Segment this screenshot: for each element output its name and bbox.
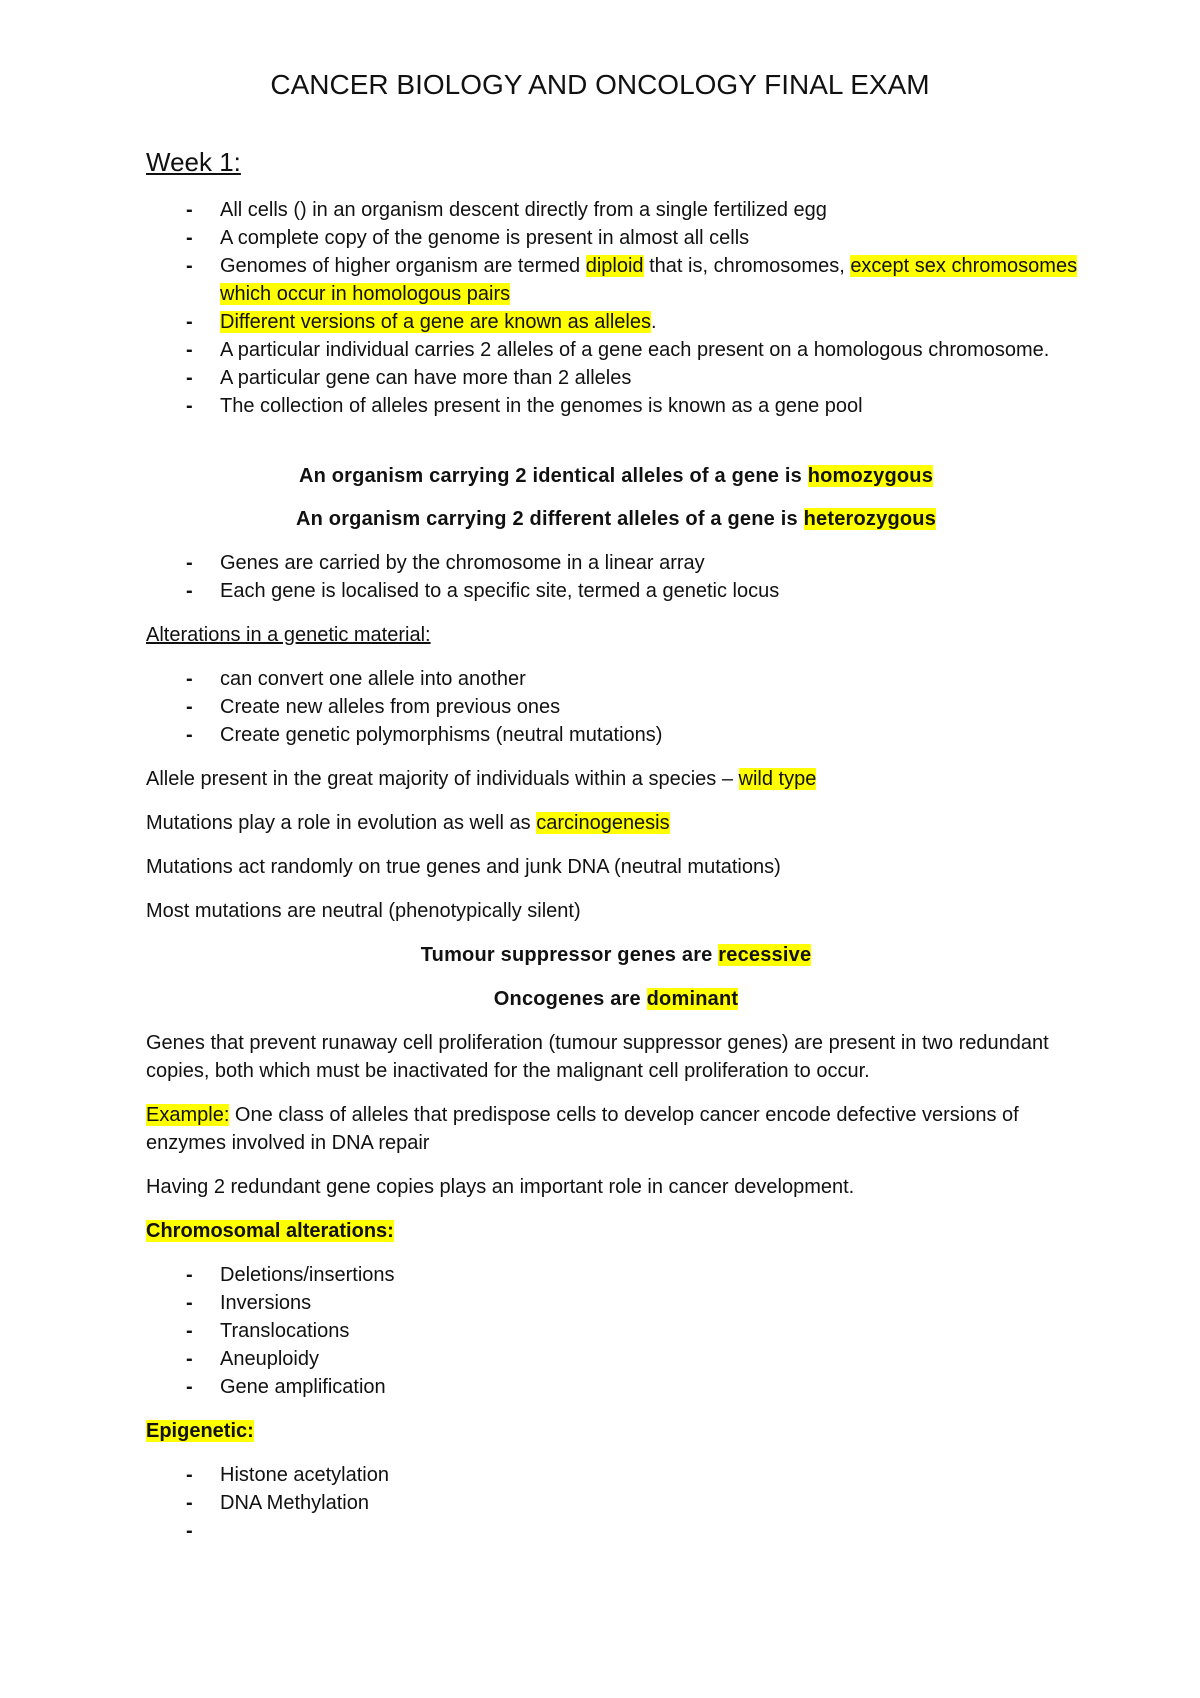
- highlight-alleles: Different versions of a gene are known as alleles: [220, 311, 651, 333]
- epigenetic-heading: Epigenetic:: [146, 1420, 254, 1442]
- dash-bullet: -: [186, 339, 193, 361]
- bullet-list-epigenetic: [146, 1461, 1086, 1545]
- prevent-proliferation-paragraph: Genes that prevent runaway cell proliferation (tumour suppressor genes) are present in two redundant copies, both which must be inactivated for the malignant cell proliferation to occur.: [146, 1032, 1049, 1082]
- dash-bullet: -: [186, 668, 193, 690]
- highlight-recessive: recessive: [718, 944, 812, 966]
- dash-bullet: -: [186, 199, 193, 221]
- list-item: - Create genetic polymorphisms (neutral mutations): [146, 721, 1086, 749]
- list-item: - A complete copy of the genome is present in almost all cells: [146, 224, 1086, 252]
- redundant-copies-paragraph: Having 2 redundant gene copies plays an important role in cancer development.: [146, 1176, 855, 1198]
- dash-bullet: -: [186, 311, 193, 333]
- dash-bullet: -: [186, 1292, 193, 1314]
- list-item: - All cells () in an organism descent directly from a single fertilized egg: [146, 196, 1086, 224]
- highlight-carcinogenesis: carcinogenesis: [536, 812, 670, 834]
- list-item: - DNA Methylation: [146, 1489, 1086, 1517]
- bullet-list-chromosomal: [146, 1261, 1086, 1401]
- dash-bullet: -: [186, 1464, 193, 1486]
- list-item: - Gene amplification: [146, 1373, 1086, 1401]
- tumour-suppressor-statement: Tumour suppressor genes are recessive: [420, 944, 812, 966]
- example-paragraph: Example: One class of alleles that predispose cells to develop cancer encode defective versions of enzymes involved in DNA repair: [146, 1104, 1019, 1154]
- dash-bullet: -: [186, 1320, 193, 1342]
- homozygous-statement: An organism carrying 2 identical alleles of a gene is homozygous: [298, 465, 934, 487]
- dash-bullet: -: [186, 1348, 193, 1370]
- list-item: - Deletions/insertions: [146, 1261, 1086, 1289]
- document-title: CANCER BIOLOGY AND ONCOLOGY FINAL EXAM: [270, 69, 930, 100]
- random-mutations-paragraph: Mutations act randomly on true genes and junk DNA (neutral mutations): [146, 856, 781, 878]
- list-item: - Inversions: [146, 1289, 1086, 1317]
- list-item: - The collection of alleles present in the genomes is known as a gene pool: [146, 392, 1086, 420]
- alterations-heading: Alterations in a genetic material:: [146, 624, 431, 646]
- dash-bullet: -: [186, 227, 193, 249]
- list-item: [146, 1517, 1086, 1545]
- highlight-diploid: diploid: [585, 255, 644, 277]
- list-item: - Genes are carried by the chromosome in a linear array: [146, 549, 1086, 577]
- dash-bullet: -: [186, 395, 193, 417]
- list-item: - Different versions of a gene are known as alleles.: [146, 308, 1086, 336]
- highlight-wild-type: wild type: [738, 768, 817, 790]
- wild-type-paragraph: Allele present in the great majority of individuals within a species – wild type: [146, 768, 817, 790]
- dash-bullet: -: [186, 552, 193, 574]
- dash-bullet: -: [186, 255, 193, 277]
- dash-bullet: -: [186, 1264, 193, 1286]
- list-item: - Each gene is localised to a specific site, termed a genetic locus: [146, 577, 1086, 605]
- list-item: - A particular individual carries 2 alleles of a gene each present on a homologous chromosome.: [146, 336, 1086, 364]
- highlight-heterozygous: heterozygous: [803, 508, 937, 530]
- dash-bullet: -: [186, 724, 193, 746]
- list-item: - Translocations: [146, 1317, 1086, 1345]
- highlight-sex-chromosomes: except sex chromosomes which occur in homologous pairs: [220, 255, 1078, 305]
- highlight-example: Example:: [146, 1104, 230, 1126]
- neutral-mutations-paragraph: Most mutations are neutral (phenotypically silent): [146, 900, 581, 922]
- list-item: - Genomes of higher organism are termed diploid that is, chromosomes, except sex chromosomes which occur in homologous pairs: [146, 252, 1086, 308]
- bullet-list-basics: [146, 196, 1086, 420]
- highlight-dominant: dominant: [646, 988, 739, 1010]
- evolution-paragraph: Mutations play a role in evolution as well as carcinogenesis: [146, 812, 670, 834]
- dash-bullet: -: [186, 696, 193, 718]
- bullet-list-alterations: [146, 665, 1086, 749]
- dash-bullet: -: [186, 580, 193, 602]
- list-item: - A particular gene can have more than 2 alleles: [146, 364, 1086, 392]
- oncogenes-statement: Oncogenes are dominant: [493, 988, 739, 1010]
- dash-bullet: -: [186, 367, 193, 389]
- highlight-homozygous: homozygous: [807, 465, 934, 487]
- bullet-list-genes: [146, 549, 1086, 605]
- list-item: - Histone acetylation: [146, 1461, 1086, 1489]
- list-item: - Create new alleles from previous ones: [146, 693, 1086, 721]
- week-heading: Week 1:: [146, 147, 241, 177]
- dash-bullet: -: [186, 1376, 193, 1398]
- list-item: - Aneuploidy: [146, 1345, 1086, 1373]
- dash-bullet: -: [186, 1492, 193, 1514]
- heterozygous-statement: An organism carrying 2 different alleles of a gene is heterozygous: [295, 508, 937, 530]
- chromosomal-heading: Chromosomal alterations:: [146, 1220, 394, 1242]
- dash-bullet: -: [186, 1520, 193, 1542]
- list-item: - can convert one allele into another: [146, 665, 1086, 693]
